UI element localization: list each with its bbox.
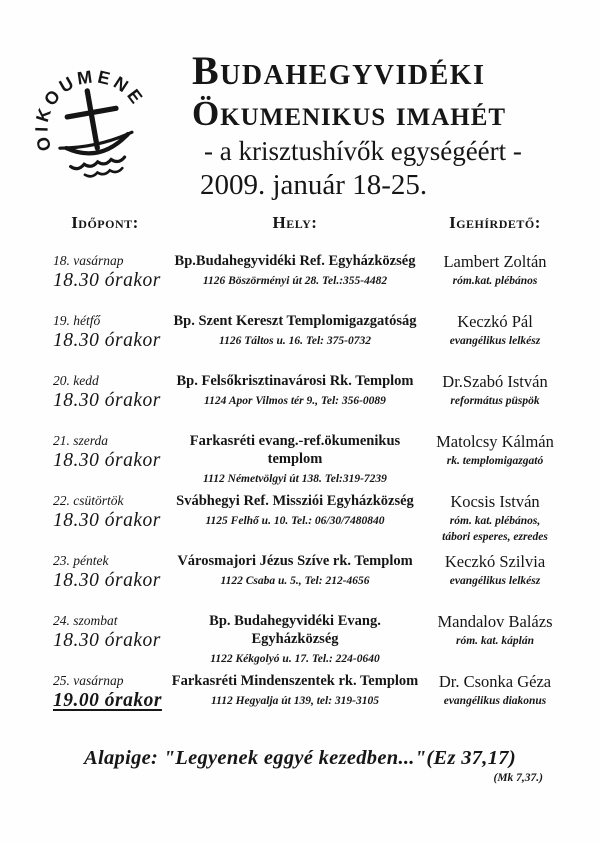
table-row bbox=[40, 250, 570, 310]
table-header bbox=[40, 213, 570, 233]
preacher-cell bbox=[420, 370, 570, 430]
logo-arc-text: OIKOUMENE bbox=[31, 66, 149, 154]
place-cell bbox=[170, 430, 420, 490]
table-row bbox=[40, 670, 570, 730]
place-cell bbox=[170, 370, 420, 430]
event-time: 18.30 órakor bbox=[53, 570, 161, 592]
time-cell bbox=[40, 670, 170, 730]
table-row bbox=[40, 550, 570, 610]
event-time: 18.30 órakor bbox=[53, 450, 161, 472]
preacher-title: evangélikus diakonus bbox=[443, 694, 547, 707]
event-date: 22. csütörtök bbox=[53, 493, 124, 508]
preacher-cell bbox=[420, 610, 570, 670]
page-title-line2: Ökumenikus imahét bbox=[192, 94, 507, 133]
event-time: 18.30 órakor bbox=[53, 390, 161, 412]
page-title-line1: Budahegyvidéki bbox=[192, 48, 486, 93]
venue-address: 1126 Táltos u. 16. Tel: 375-0732 bbox=[219, 335, 371, 348]
place-cell bbox=[170, 610, 420, 670]
date-range: 2009. január 18-25. bbox=[200, 168, 428, 201]
preacher-title: evangélikus lelkész bbox=[449, 574, 541, 587]
oikoumene-logo-icon bbox=[28, 44, 166, 202]
time-cell bbox=[40, 490, 170, 550]
venue-address: 1112 Németvölgyi út 138. Tel:319-7239 bbox=[203, 473, 387, 486]
event-date: 24. szombat bbox=[53, 613, 118, 628]
venue-name: Bp. Felsőkrisztinavárosi Rk. Templom bbox=[176, 373, 414, 389]
place-cell bbox=[170, 250, 420, 310]
table-row bbox=[40, 310, 570, 370]
preacher-cell bbox=[420, 250, 570, 310]
preacher-title: evangélikus lelkész bbox=[449, 334, 541, 347]
event-date: 21. szerda bbox=[53, 433, 109, 448]
event-time: 18.30 órakor bbox=[53, 330, 161, 352]
event-date: 25. vasárnap bbox=[53, 673, 124, 688]
title-block bbox=[192, 50, 584, 202]
venue-name: Farkasréti evang.-ref.ökumenikus templom bbox=[189, 433, 401, 468]
venue-name: Bp.Budahegyvidéki Ref. Egyházközség bbox=[174, 253, 416, 269]
preacher-cell bbox=[420, 430, 570, 490]
event-date: 18. vasárnap bbox=[53, 253, 124, 268]
venue-name: Svábhegyi Ref. Missziói Egyházközség bbox=[176, 493, 414, 509]
column-header-place: Hely: bbox=[272, 213, 318, 232]
preacher-title: róm. kat. plébános, bbox=[449, 514, 541, 527]
venue-address: 1122 Csaba u. 5., Tel: 212-4656 bbox=[220, 575, 370, 588]
preacher-name: Dr. Csonka Géza bbox=[438, 672, 552, 691]
time-cell bbox=[40, 610, 170, 670]
table-row bbox=[40, 370, 570, 430]
schedule-table bbox=[40, 213, 570, 730]
time-cell bbox=[40, 430, 170, 490]
venue-name: Bp. Szent Kereszt Templomigazgatóság bbox=[173, 313, 417, 329]
venue-name: Bp. Budahegyvidéki Evang. Egyházközség bbox=[209, 613, 381, 648]
column-header-time: Időpont: bbox=[71, 213, 139, 232]
venue-address: 1126 Böszörményi út 28. Tel.:355-4482 bbox=[202, 275, 388, 288]
preacher-name: Keczkó Szilvia bbox=[444, 552, 546, 571]
verse: Alapige: "Legyenek eggyé kezedben..."(Ez 37,17) bbox=[84, 747, 516, 769]
event-time: 19.00 órakor bbox=[53, 690, 162, 712]
preacher-name: Mandalov Balázs bbox=[437, 612, 553, 631]
preacher-title-2: tábori esperes, ezredes bbox=[442, 531, 548, 544]
venue-name: Városmajori Jézus Szíve rk. Templom bbox=[177, 553, 413, 569]
preacher-cell bbox=[420, 550, 570, 610]
event-time: 18.30 órakor bbox=[53, 510, 161, 532]
preacher-title: rk. templomigazgató bbox=[446, 454, 544, 467]
preacher-name: Lambert Zoltán bbox=[443, 252, 547, 271]
time-cell bbox=[40, 310, 170, 370]
venue-name: Farkasréti Mindenszentek rk. Templom bbox=[171, 673, 419, 689]
event-date: 19. hétfő bbox=[53, 313, 101, 328]
preacher-title: róm. kat. káplán bbox=[456, 634, 534, 647]
table-row bbox=[40, 490, 570, 550]
table-row bbox=[40, 610, 570, 670]
event-time: 18.30 órakor bbox=[53, 270, 161, 292]
preacher-name: Matolcsy Kálmán bbox=[436, 432, 554, 451]
preacher-name: Dr.Szabó István bbox=[442, 372, 548, 391]
event-date: 23. péntek bbox=[53, 553, 109, 568]
venue-address: 1112 Hegyalja út 139, tel: 319-3105 bbox=[210, 695, 380, 708]
preacher-cell bbox=[420, 310, 570, 370]
subtitle: - a krisztushívők egységéért - bbox=[204, 136, 522, 166]
place-cell bbox=[170, 670, 420, 730]
table-body bbox=[40, 250, 570, 730]
venue-address: 1124 Apor Vilmos tér 9., Tel: 356-0089 bbox=[204, 395, 386, 408]
event-time: 18.30 órakor bbox=[53, 630, 161, 652]
preacher-name: Kocsis István bbox=[450, 492, 540, 511]
preacher-cell bbox=[420, 490, 570, 550]
place-cell bbox=[170, 490, 420, 550]
time-cell bbox=[40, 250, 170, 310]
preacher-cell bbox=[420, 670, 570, 730]
event-date: 20. kedd bbox=[53, 373, 99, 388]
place-cell bbox=[170, 550, 420, 610]
venue-address: 1122 Kékgolyó u. 17. Tel.: 224-0640 bbox=[210, 653, 380, 666]
column-header-preacher: Igehírdető: bbox=[449, 213, 541, 232]
scripture-reference: (Mk 7,37.) bbox=[493, 772, 543, 784]
preacher-name: Keczkó Pál bbox=[457, 312, 533, 331]
time-cell bbox=[40, 550, 170, 610]
venue-address: 1125 Felhő u. 10. Tel.: 06/30/7480840 bbox=[205, 515, 385, 528]
table-row bbox=[40, 430, 570, 490]
time-cell bbox=[40, 370, 170, 430]
preacher-title: református püspök bbox=[450, 394, 540, 407]
preacher-title: róm.kat. plébános bbox=[452, 274, 538, 287]
place-cell bbox=[170, 310, 420, 370]
